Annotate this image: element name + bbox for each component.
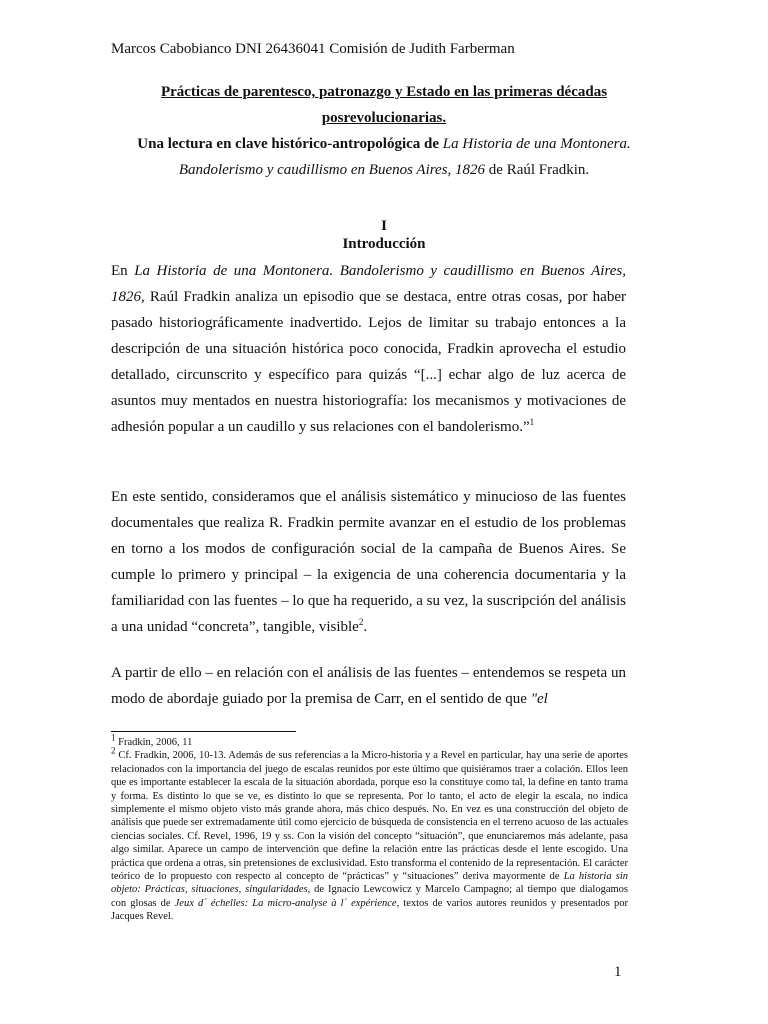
paragraph-3-quote-start: "el <box>530 691 548 707</box>
title-line-1: Prácticas de parentesco, patronazgo y Estado en las primeras décadas <box>160 84 608 100</box>
page-number: 1 <box>614 964 622 980</box>
subtitle-bold-text: Una lectura en clave histórico-antropológica de <box>137 136 443 152</box>
footnote-2-book-title-a: La historia sin objeto: Prácticas, situaciones, singularidades <box>111 871 628 896</box>
footnote-separator <box>111 731 296 732</box>
footnote-1-text: Fradkin, 2006, 11 <box>115 737 193 748</box>
paragraph-3 <box>111 660 626 712</box>
footnote-2-text-b: , de Ignacio Lewcowicz y Marcelo Campagno; al tiempo que dialogamos con glosas de <box>111 884 628 909</box>
footnote-ref-2[interactable]: 2 <box>358 617 364 627</box>
footnotes <box>111 732 628 924</box>
section-title: Introducción <box>342 236 426 252</box>
subtitle-line-2 <box>100 162 668 179</box>
subtitle-book-title-2: Bandolerismo y caudillismo en Buenos Aires, 1826 <box>178 162 486 178</box>
footnote-1-mark: 1 <box>111 732 116 743</box>
paragraph-1-prefix: En <box>111 263 135 279</box>
footnote-2-text-c: , textos de varios autores reunidos y presentados por Jacques Revel. <box>111 897 628 923</box>
section-number: I <box>381 218 387 234</box>
paragraph-3-text: A partir de ello – en relación con el análisis de las fuentes – entendemos se respeta un modo de abordaje guiado por la premisa de Carr, en el sentido de que <box>111 665 626 707</box>
subtitle-author: de Raúl Fradkin. <box>485 162 590 178</box>
paragraph-1-text: , Raúl Fradkin analiza un episodio que se destaca, entre otras cosas, por haber pasado historiográficamente inadvertido. Lejos de limitar su trabajo entonces a la descripción de una situación histórica poco conocida, Fradkin aprovecha el estudio detallado, circunscrito y específico para quizás “[...] echar algo de luz acerca de asuntos muy mentados en nuestra historiografía: los mecanismos y motivaciones de adhesión popular a un caudillo y sus relaciones con el bandolerismo.” <box>111 289 626 435</box>
paragraph-2-text: En este sentido, consideramos que el análisis sistemático y minucioso de las fuentes documentales que realiza R. Fradkin permite avanzar en el estudio de los problemas en torno a los modos de configuración social de la campaña de Buenos Aires. Se cumple lo primero y principal – la exigencia de una coherencia documentaria y la familiaridad con las fuentes – lo que ha requerido, a su vez, la suscripción del análisis a una unidad “concreta”, tangible, visible <box>111 489 626 635</box>
paragraph-2 <box>111 484 626 640</box>
subtitle-book-title-1: La Historia de una Montonera. <box>442 136 631 152</box>
paragraph-1-book-title: La Historia de una Montonera. Bandolerismo y caudillismo en Buenos Aires, 1826 <box>111 263 626 305</box>
footnote-ref-1[interactable]: 1 <box>529 417 535 427</box>
paragraph-2-end: . <box>363 619 368 635</box>
title-line-2: posrevolucionarias. <box>321 110 447 126</box>
footnote-2-text-a: Cf. Fradkin, 2006, 10-13. Además de sus referencias a la Micro-historia y a Revel en particular, hay una serie de aportes relacionados con la importancia del juego de escalas reunidos por este último que quisiéramos traer a colación. Ellos leen que es importante establecer la escala de la situación abordada, porque eso la constituye como tal, la define en tanto trama y forma. Es distinto lo que se ve, es distinto lo que se representa. Por lo tanto, el acto de elegir la escala, no indica simplemente el mismo objeto visto más grande ahora, más chico después. No. En vez es una construcción del objeto de análisis que puede ser extremadamente útil como ejercicio de búsqueda de consistencia en el terreno acuoso de las actuales ciencias sociales. Cf. Revel, 1996, 19 y ss. Con la visión del concepto “situación”, que enunciaremos más adelante, pasa algo similar. Aparece un campo de intervención que define la relación entre las prácticas desde el lente escogido. Una práctica que ordena a otras, sin pretensiones de exclusividad. Esto transforma el contenido de la representación. El carácter teórico de lo propuesto con respecto al concepto de “prácticas” y “situaciones” deriva mayormente de <box>111 750 628 883</box>
subtitle-line-1 <box>100 136 668 153</box>
footnote-2 <box>111 745 628 923</box>
paragraph-1 <box>111 258 626 440</box>
footnote-2-mark: 2 <box>111 745 116 756</box>
footnote-2-book-title-b: Jeux d´ échelles: La micro-analyse à l´ expérience <box>174 897 397 909</box>
author-header: Marcos Cabobianco DNI 26436041 Comisión de Judith Farberman <box>111 41 515 57</box>
footnote-1 <box>111 732 628 749</box>
